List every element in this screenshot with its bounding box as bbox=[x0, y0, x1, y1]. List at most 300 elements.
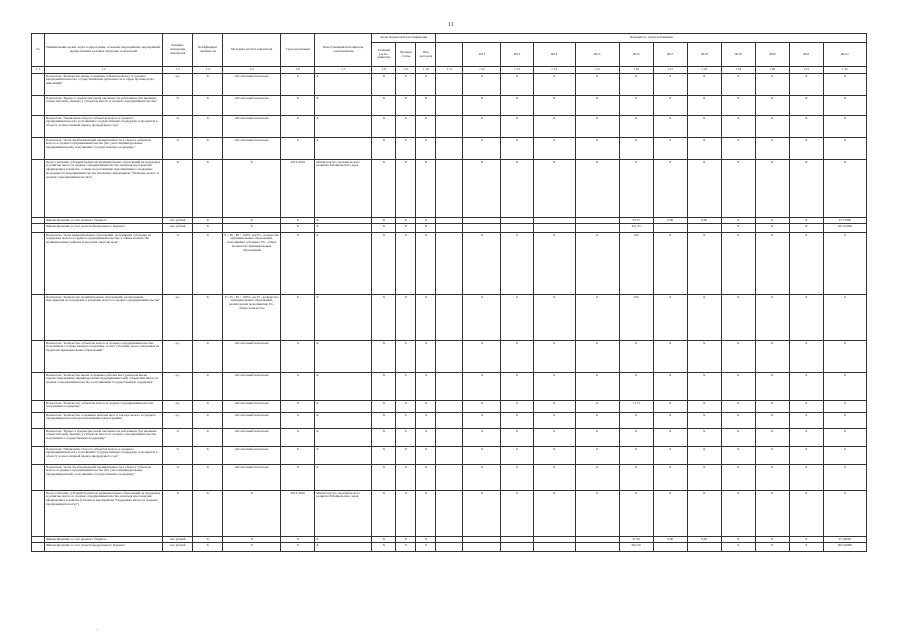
row-executor: X bbox=[315, 295, 372, 341]
row-year-value: X bbox=[501, 429, 533, 447]
row-year-value: X bbox=[721, 543, 755, 552]
row-year-value: X bbox=[575, 116, 619, 138]
row-year-value: X bbox=[789, 138, 823, 160]
row-total: X bbox=[823, 116, 866, 138]
row-year-value: X bbox=[463, 295, 501, 341]
row-year-value: X bbox=[721, 413, 755, 429]
row-year-value: X bbox=[755, 429, 789, 447]
row-year-value: X bbox=[619, 341, 653, 373]
row-year-value: X bbox=[575, 491, 619, 537]
row-year-value bbox=[687, 224, 721, 233]
row-year-value: X bbox=[575, 413, 619, 429]
row-period: X bbox=[281, 413, 315, 429]
row-year-value: X bbox=[619, 138, 653, 160]
row-kbk-grbs: X bbox=[372, 138, 396, 160]
row-year-value bbox=[501, 543, 533, 552]
row-year-value: X bbox=[789, 295, 823, 341]
row-year-value: X bbox=[619, 116, 653, 138]
row-year-value: X bbox=[533, 401, 575, 413]
row-method: X bbox=[223, 543, 281, 552]
row-year-value: X bbox=[687, 74, 721, 96]
row-name: Показатель "Прирост среднесписочной численности работников (без внешних совместителей), занятых у субъектов малого и среднего предпринимательства" bbox=[45, 96, 163, 116]
row-kbk-article: X bbox=[396, 341, 416, 373]
row-year-value: X bbox=[755, 341, 789, 373]
row-year-value bbox=[533, 224, 575, 233]
column-number: 1.4 bbox=[193, 67, 223, 74]
row-year-value: X bbox=[721, 341, 755, 373]
table-row bbox=[32, 413, 867, 429]
row-period: X bbox=[281, 218, 315, 224]
row-kbk-grbs: X bbox=[372, 401, 396, 413]
row-name: Финансирование за счет краевого бюджета bbox=[45, 218, 163, 224]
header-year: 2018 bbox=[687, 43, 721, 67]
row-year-value: X bbox=[575, 138, 619, 160]
row-name: Финансирование за счет средств федерального бюджета bbox=[45, 543, 163, 552]
row-total: X bbox=[823, 429, 866, 447]
table-row bbox=[32, 341, 867, 373]
row-year-value: X bbox=[755, 373, 789, 401]
row-year-value: X bbox=[721, 295, 755, 341]
row-year-value: X bbox=[501, 138, 533, 160]
row-year-value: X bbox=[755, 218, 789, 224]
row-year-value: X bbox=[575, 429, 619, 447]
header-kbk-grbs: Главный распо-рядитель bbox=[372, 43, 396, 67]
row-method: X bbox=[223, 224, 281, 233]
row-year-spacer bbox=[436, 465, 463, 491]
row-year-value: X bbox=[721, 537, 755, 543]
row-year-value: X bbox=[755, 413, 789, 429]
row-method: X bbox=[223, 160, 281, 218]
row-year-value: X bbox=[721, 447, 755, 465]
row-number bbox=[32, 96, 45, 116]
row-year-value: X bbox=[653, 160, 687, 218]
row-year-value bbox=[687, 543, 721, 552]
row-kbk-article: X bbox=[396, 295, 416, 341]
row-period: X bbox=[281, 543, 315, 552]
column-number: 1.12 bbox=[463, 67, 501, 74]
row-year-value: X bbox=[789, 537, 823, 543]
row-year-value: X bbox=[653, 401, 687, 413]
row-year-value: X bbox=[789, 413, 823, 429]
row-year-value: X bbox=[721, 74, 755, 96]
row-period: X bbox=[281, 96, 315, 116]
row-year-value: X bbox=[789, 341, 823, 373]
row-kbk-type: X bbox=[416, 491, 436, 537]
row-executor: X bbox=[315, 116, 372, 138]
row-executor: X bbox=[315, 413, 372, 429]
row-year-value: X bbox=[533, 74, 575, 96]
column-number: 1.5 bbox=[223, 67, 281, 74]
row-year-value: 100 bbox=[619, 233, 653, 295]
row-kbk-type: X bbox=[416, 295, 436, 341]
row-year-value: X bbox=[533, 233, 575, 295]
row-year-value: X bbox=[755, 465, 789, 491]
row-year-value: X bbox=[755, 491, 789, 537]
row-year-value: X bbox=[619, 373, 653, 401]
row-unit: % bbox=[163, 116, 193, 138]
row-unit: ед. bbox=[163, 373, 193, 401]
row-year-value: X bbox=[533, 341, 575, 373]
row-kbk-grbs: X bbox=[372, 74, 396, 96]
row-year-value: X bbox=[575, 447, 619, 465]
row-year-value: 0,00 bbox=[653, 537, 687, 543]
row-period: X bbox=[281, 537, 315, 543]
row-year-value: X bbox=[501, 341, 533, 373]
row-kbk-grbs: X bbox=[372, 429, 396, 447]
row-year-spacer bbox=[436, 116, 463, 138]
row-year-value: X bbox=[575, 74, 619, 96]
row-executor: X bbox=[315, 218, 372, 224]
row-kbk-type: X bbox=[416, 413, 436, 429]
row-total: X bbox=[823, 295, 866, 341]
header-year: 2019 bbox=[721, 43, 755, 67]
row-year-value: X bbox=[687, 447, 721, 465]
row-year-value: X bbox=[789, 116, 823, 138]
row-number bbox=[32, 74, 45, 96]
row-kbk-article: X bbox=[396, 138, 416, 160]
row-kbk-grbs: X bbox=[372, 116, 396, 138]
row-unit: ед. bbox=[163, 74, 193, 96]
row-year-value: X bbox=[575, 96, 619, 116]
row-year-value: X bbox=[687, 413, 721, 429]
row-year-spacer bbox=[436, 447, 463, 465]
row-year-value: X bbox=[463, 116, 501, 138]
row-name: Показатель "Количество субъектов малого и среднего предпринимательства, получивших поддержку" bbox=[45, 401, 163, 413]
row-executor: X bbox=[315, 74, 372, 96]
row-coefficient: X bbox=[193, 218, 223, 224]
column-number: 1.14 bbox=[533, 67, 575, 74]
row-coefficient: X bbox=[193, 233, 223, 295]
table-row bbox=[32, 96, 867, 116]
row-coefficient: X bbox=[193, 537, 223, 543]
row-year-value: X bbox=[533, 373, 575, 401]
row-coefficient: X bbox=[193, 465, 223, 491]
row-year-value: X bbox=[463, 138, 501, 160]
header-kbk-group: Коды бюджетной классификации bbox=[372, 34, 436, 43]
row-year-value: X bbox=[721, 116, 755, 138]
row-year-value: X bbox=[501, 116, 533, 138]
row-executor: Министерство экономического развития Забайкальского края bbox=[315, 491, 372, 537]
row-name: Предоставление субсидий бюджетам муниципальных образований на поддержку и развитие малого и среднего предпринимательства, включая крестьянские (фермерские) хозяйства (Основное мероприятие "Поддержка малого и среднего предпринимательства") bbox=[45, 491, 163, 537]
row-unit: тыс.рублей bbox=[163, 224, 193, 233]
row-kbk-grbs: X bbox=[372, 537, 396, 543]
row-kbk-type: X bbox=[416, 465, 436, 491]
row-year-value bbox=[463, 543, 501, 552]
row-year-value: X bbox=[463, 447, 501, 465]
row-name: Предоставление субсидий бюджетам муниципальных образований на поддержку и развитие малого и среднего предпринимательства, включая крестьянские (фермерские) хозяйства, а также на реализацию мероприятий по поддержке молодежного предпринимательства (Основное мероприятие "Развитие малого и среднего предпринимательства") bbox=[45, 160, 163, 218]
row-year-value: X bbox=[755, 543, 789, 552]
column-number: 1.8 bbox=[372, 67, 396, 74]
column-number: 1.2 bbox=[45, 67, 163, 74]
row-kbk-article: X bbox=[396, 537, 416, 543]
row-number bbox=[32, 341, 45, 373]
row-year-value: X bbox=[789, 401, 823, 413]
row-method: Абсолютный показатель bbox=[223, 341, 281, 373]
row-year-value: X bbox=[653, 429, 687, 447]
row-kbk-grbs: X bbox=[372, 447, 396, 465]
row-kbk-grbs: X bbox=[372, 341, 396, 373]
row-name: Финансирование за счет средств федерального бюджета bbox=[45, 224, 163, 233]
row-year-value: X bbox=[687, 341, 721, 373]
row-kbk-type: X bbox=[416, 373, 436, 401]
row-period: X bbox=[281, 373, 315, 401]
row-year-value: X bbox=[653, 96, 687, 116]
row-method: Абсолютный показатель bbox=[223, 401, 281, 413]
row-total: X bbox=[823, 96, 866, 116]
row-total: 421,25000 bbox=[823, 224, 866, 233]
row-number bbox=[32, 138, 45, 160]
row-year-value: X bbox=[619, 96, 653, 116]
row-kbk-type: X bbox=[416, 401, 436, 413]
row-year-value: X bbox=[687, 465, 721, 491]
row-year-value: X bbox=[463, 401, 501, 413]
row-year-value: X bbox=[501, 96, 533, 116]
row-year-value: X bbox=[533, 465, 575, 491]
row-year-value bbox=[501, 224, 533, 233]
row-year-value: X bbox=[789, 465, 823, 491]
row-year-value: X bbox=[463, 341, 501, 373]
row-total: 47,50000 bbox=[823, 537, 866, 543]
row-name: Финансирование за счет краевого бюджета bbox=[45, 537, 163, 543]
row-year-value bbox=[575, 224, 619, 233]
row-year-value: X bbox=[501, 295, 533, 341]
row-kbk-type: X bbox=[416, 224, 436, 233]
row-year-value: X bbox=[755, 295, 789, 341]
row-year-value: X bbox=[533, 447, 575, 465]
row-number bbox=[32, 224, 45, 233]
row-method: X bbox=[223, 491, 281, 537]
row-year-spacer bbox=[436, 295, 463, 341]
row-year-value: X bbox=[721, 465, 755, 491]
header-values-group: Значения по годам реализации bbox=[436, 34, 867, 43]
row-name: Показатель "Увеличение оборота субъектов малого и среднего предпринимательства, получивших государственную поддержку, в процентах к обороту за аналогичный период предыдущего года" bbox=[45, 116, 163, 138]
row-year-value: X bbox=[533, 295, 575, 341]
row-number bbox=[32, 491, 45, 537]
row-executor: X bbox=[315, 341, 372, 373]
row-method: Абсолютный показатель bbox=[223, 138, 281, 160]
row-year-value: X bbox=[575, 341, 619, 373]
column-number: 1.9 bbox=[396, 67, 416, 74]
row-method: P = Pr / Pn × 100%, где Pr - количество муниципальных образований, реализующих мероприятия, Pn - общее количество bbox=[223, 295, 281, 341]
row-year-value: X bbox=[463, 429, 501, 447]
row-total: X bbox=[823, 465, 866, 491]
row-year-spacer bbox=[436, 160, 463, 218]
row-name: Показатель "Количество созданных рабочих мест в секторе малого и среднего предпринимательства при реализации подпрограммы" bbox=[45, 413, 163, 429]
row-unit: X bbox=[163, 491, 193, 537]
row-method: Абсолютный показатель bbox=[223, 429, 281, 447]
column-number: 1.13 bbox=[501, 67, 533, 74]
row-name: Показатель "Количество вновь созданных субъектов малого и среднего предпринимательства, осуществляющих деятельность в сфере производства, инноваций" bbox=[45, 74, 163, 96]
row-kbk-grbs: X bbox=[372, 224, 396, 233]
row-kbk-grbs: X bbox=[372, 295, 396, 341]
row-year-value: X bbox=[755, 116, 789, 138]
row-year-spacer bbox=[436, 373, 463, 401]
header-kbk-article: Целевая статья bbox=[396, 43, 416, 67]
row-kbk-article: X bbox=[396, 224, 416, 233]
column-number: 1.17 bbox=[653, 67, 687, 74]
column-number: 1.1 bbox=[32, 67, 45, 74]
table-row bbox=[32, 116, 867, 138]
row-year-value: X bbox=[789, 543, 823, 552]
header-year: 2020 bbox=[755, 43, 789, 67]
row-year-value: X bbox=[619, 447, 653, 465]
row-total: 902,50000 bbox=[823, 543, 866, 552]
header-total: Итого bbox=[823, 43, 866, 67]
row-kbk-grbs: X bbox=[372, 373, 396, 401]
row-unit: тыс.рублей bbox=[163, 218, 193, 224]
row-coefficient: X bbox=[193, 295, 223, 341]
row-year-value: X bbox=[653, 465, 687, 491]
row-kbk-article: X bbox=[396, 401, 416, 413]
row-number bbox=[32, 160, 45, 218]
row-year-value: X bbox=[501, 491, 533, 537]
row-year-value: 421,25 bbox=[619, 224, 653, 233]
row-year-value: 0,00 bbox=[653, 218, 687, 224]
row-year-spacer bbox=[436, 233, 463, 295]
row-year-value: X bbox=[533, 160, 575, 218]
row-period: X bbox=[281, 233, 315, 295]
row-year-value: X bbox=[619, 491, 653, 537]
row-executor: X bbox=[315, 401, 372, 413]
table-row bbox=[32, 543, 867, 552]
row-year-value: X bbox=[533, 429, 575, 447]
row-executor: X bbox=[315, 543, 372, 552]
row-coefficient: X bbox=[193, 116, 223, 138]
row-name: Показатель "Количество субъектов малого и среднего предпринимательства, получивших государственную поддержку за счет субсидий, предоставленных из бюджетов муниципальных образований" bbox=[45, 341, 163, 373]
row-year-value: X bbox=[789, 491, 823, 537]
row-year-value: X bbox=[755, 74, 789, 96]
header-executor: Ответственный исполнитель, соисполнитель bbox=[315, 34, 372, 67]
row-number bbox=[32, 429, 45, 447]
row-period: 2014-2016 bbox=[281, 491, 315, 537]
row-year-value: X bbox=[755, 96, 789, 116]
row-name: Показатель "Доля обрабатывающей промышленности в обороте субъектов малого и среднего предпринимательства (без учета индивидуальных предпринимателей), получивших государственную поддержку" bbox=[45, 138, 163, 160]
row-year-value: X bbox=[721, 218, 755, 224]
row-kbk-grbs: X bbox=[372, 543, 396, 552]
column-number: 1.11 bbox=[436, 67, 463, 74]
table-row bbox=[32, 373, 867, 401]
row-kbk-type: X bbox=[416, 537, 436, 543]
row-year-value: X bbox=[755, 233, 789, 295]
row-kbk-type: X bbox=[416, 218, 436, 224]
row-year-value: X bbox=[653, 116, 687, 138]
row-total: X bbox=[823, 373, 866, 401]
row-year-spacer bbox=[436, 138, 463, 160]
row-total: X bbox=[823, 160, 866, 218]
row-total: X bbox=[823, 491, 866, 537]
row-coefficient: X bbox=[193, 447, 223, 465]
header-coef: Коэффициент значимости bbox=[193, 34, 223, 67]
row-coefficient: X bbox=[193, 491, 223, 537]
row-period: X bbox=[281, 116, 315, 138]
header-unit: Единица измерения показателя bbox=[163, 34, 193, 67]
row-year-value: X bbox=[789, 74, 823, 96]
table-row bbox=[32, 224, 867, 233]
column-number: 1.22 bbox=[823, 67, 866, 74]
row-period: X bbox=[281, 341, 315, 373]
row-year-value: X bbox=[575, 295, 619, 341]
row-kbk-grbs: X bbox=[372, 96, 396, 116]
row-coefficient: X bbox=[193, 341, 223, 373]
row-year-value: X bbox=[501, 465, 533, 491]
row-kbk-article: X bbox=[396, 218, 416, 224]
row-period: X bbox=[281, 429, 315, 447]
row-year-value: X bbox=[687, 373, 721, 401]
table-row bbox=[32, 491, 867, 537]
table-row bbox=[32, 465, 867, 491]
row-year-value: X bbox=[501, 233, 533, 295]
row-year-value: X bbox=[575, 160, 619, 218]
row-executor: Министерство экономического развития Забайкальского края bbox=[315, 160, 372, 218]
table-row bbox=[32, 138, 867, 160]
row-period: X bbox=[281, 224, 315, 233]
row-kbk-article: X bbox=[396, 447, 416, 465]
row-number bbox=[32, 233, 45, 295]
row-method: X bbox=[223, 218, 281, 224]
table-row bbox=[32, 401, 867, 413]
header-method: Методика расчета показателя bbox=[223, 34, 281, 67]
row-kbk-grbs: X bbox=[372, 218, 396, 224]
row-unit: % bbox=[163, 447, 193, 465]
row-year-value bbox=[463, 224, 501, 233]
row-year-value: 902,50 bbox=[619, 543, 653, 552]
row-year-spacer bbox=[436, 491, 463, 537]
row-year-value bbox=[653, 543, 687, 552]
row-year-value: X bbox=[619, 465, 653, 491]
row-year-value: X bbox=[687, 160, 721, 218]
row-number bbox=[32, 543, 45, 552]
row-kbk-article: X bbox=[396, 116, 416, 138]
header-num: № bbox=[32, 34, 45, 67]
row-year-spacer bbox=[436, 543, 463, 552]
row-kbk-article: X bbox=[396, 429, 416, 447]
row-total: 23,75000 bbox=[823, 218, 866, 224]
row-method: Абсолютный показатель bbox=[223, 413, 281, 429]
row-kbk-type: X bbox=[416, 233, 436, 295]
row-kbk-grbs: X bbox=[372, 491, 396, 537]
row-year-value: X bbox=[755, 537, 789, 543]
row-number bbox=[32, 447, 45, 465]
row-kbk-article: X bbox=[396, 160, 416, 218]
row-period: X bbox=[281, 447, 315, 465]
row-unit: % bbox=[163, 138, 193, 160]
row-year-value: X bbox=[653, 491, 687, 537]
row-year-value: X bbox=[463, 74, 501, 96]
row-kbk-type: X bbox=[416, 74, 436, 96]
row-year-spacer bbox=[436, 96, 463, 116]
row-executor: X bbox=[315, 537, 372, 543]
row-year-value: X bbox=[653, 341, 687, 373]
row-coefficient: X bbox=[193, 160, 223, 218]
row-kbk-type: X bbox=[416, 543, 436, 552]
table-row bbox=[32, 74, 867, 96]
row-method: X bbox=[223, 537, 281, 543]
row-year-value: X bbox=[721, 233, 755, 295]
row-period: X bbox=[281, 465, 315, 491]
row-year-value: X bbox=[575, 401, 619, 413]
row-year-value: X bbox=[463, 160, 501, 218]
row-year-value: 23,75 bbox=[619, 218, 653, 224]
row-number bbox=[32, 413, 45, 429]
row-total: X bbox=[823, 401, 866, 413]
page-footnote-mark: , bbox=[96, 626, 97, 631]
row-year-value: X bbox=[533, 491, 575, 537]
row-year-value bbox=[575, 543, 619, 552]
row-year-value: X bbox=[463, 233, 501, 295]
table-row bbox=[32, 160, 867, 218]
row-kbk-type: X bbox=[416, 341, 436, 373]
row-coefficient: X bbox=[193, 74, 223, 96]
